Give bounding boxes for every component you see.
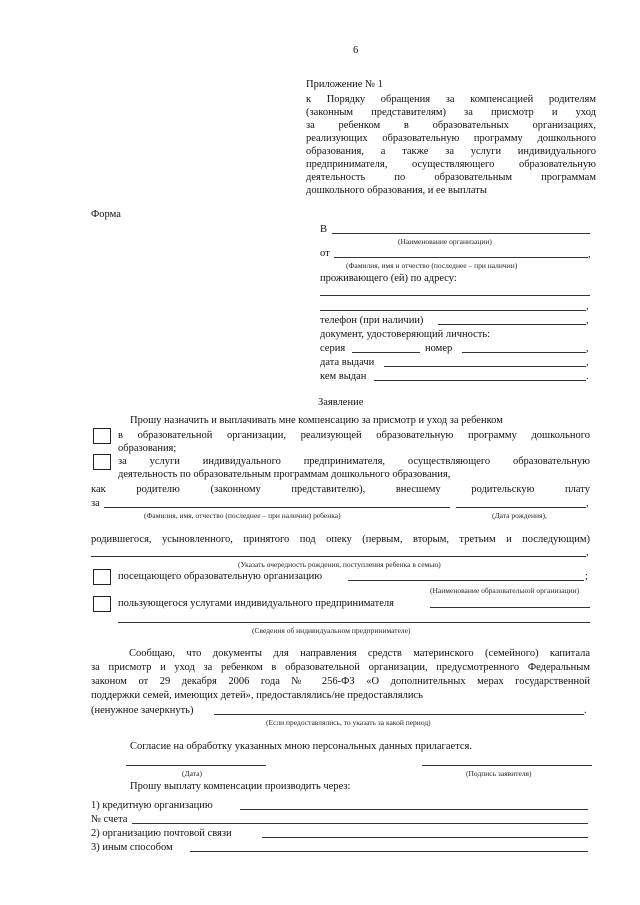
phone-field[interactable] bbox=[438, 324, 586, 325]
order-caption: (Указать очередность рождения, поступления ребенка в семью) bbox=[238, 560, 441, 569]
from-caption: (Фамилия, имя и отчество (последнее – при наличии) bbox=[346, 261, 518, 270]
signature-caption: (Подпись заявителя) bbox=[466, 769, 532, 778]
appendix-text bbox=[306, 93, 596, 197]
address-field-2[interactable] bbox=[320, 310, 586, 311]
series-field[interactable] bbox=[352, 352, 420, 353]
payment-option-account: № счета bbox=[91, 814, 128, 825]
attending-checkbox[interactable] bbox=[93, 569, 111, 585]
series-label: серия bbox=[320, 343, 346, 354]
parent-line bbox=[91, 483, 590, 496]
comma: , bbox=[586, 301, 589, 312]
for-prefix: за bbox=[91, 498, 100, 509]
appendix-line: реализующих образовательную программу дошкольного bbox=[306, 133, 596, 144]
to-caption: (Наименование организации) bbox=[398, 237, 492, 246]
option-ip-line: за услуги индивидуального предпринимателя, осуществляющего образовательную bbox=[118, 456, 590, 467]
option-ip-text bbox=[118, 455, 590, 468]
to-prefix: В bbox=[320, 224, 328, 235]
issued-by-field[interactable] bbox=[374, 380, 586, 381]
issue-date-field[interactable] bbox=[384, 366, 586, 367]
semicolon: ; bbox=[585, 571, 588, 582]
statement-title: Заявление bbox=[318, 397, 364, 408]
payment-option-credit: 1) кредитную организацию bbox=[91, 800, 213, 811]
option-ip-line: деятельность по образовательным программам дошкольного образования, bbox=[118, 469, 451, 480]
document-label: документ, удостоверяющий личность: bbox=[320, 329, 491, 340]
using-ip-field-2[interactable] bbox=[118, 622, 590, 623]
using-ip-checkbox[interactable] bbox=[93, 596, 111, 612]
number-field[interactable] bbox=[462, 352, 586, 353]
appendix-line: за ребенком в образовательных организациях, bbox=[306, 120, 596, 131]
payment-option-post: 2) организацию почтовой связи bbox=[91, 828, 232, 839]
appendix-line: к Порядку обращения за компенсацией родителям bbox=[306, 94, 596, 105]
maternal-line: поддержки семей, имеющих детей», предоставлялись/не предоставлялись bbox=[91, 690, 423, 701]
issued-by-label: кем выдан bbox=[320, 371, 367, 382]
period: . bbox=[584, 705, 587, 716]
appendix-line: предпринимателя, осуществляющего образовательную bbox=[306, 159, 596, 170]
using-ip-field-1[interactable] bbox=[430, 607, 590, 608]
maternal-line: законом от 29 декабря 2006 года № 256-ФЗ «О дополнительных мерах государственной bbox=[91, 676, 590, 687]
comma: , bbox=[586, 315, 589, 326]
using-ip-label: пользующегося услугами индивидуального предпринимателя bbox=[118, 598, 394, 609]
born-line-text: родившегося, усыновленного, принятого под опеку (первым, вторым, третьим и последующим) bbox=[91, 534, 590, 545]
credit-org-field[interactable] bbox=[240, 809, 588, 810]
payment-text: Прошу выплату компенсации производить через: bbox=[130, 781, 351, 792]
form-label: Форма bbox=[91, 209, 121, 220]
payment-option-other: 3) иным способом bbox=[91, 842, 173, 853]
from-prefix: от bbox=[320, 248, 330, 259]
born-line bbox=[91, 533, 590, 546]
option-ip-checkbox[interactable] bbox=[93, 454, 111, 470]
period: . bbox=[586, 371, 589, 382]
issue-date-label: дата выдачи bbox=[320, 357, 375, 368]
page-number: 6 bbox=[353, 45, 359, 56]
number-label: номер bbox=[425, 343, 453, 354]
attending-label: посещающего образовательную организацию bbox=[118, 571, 323, 582]
address-field-1[interactable] bbox=[320, 295, 590, 296]
phone-label: телефон (при наличии) bbox=[320, 315, 424, 326]
comma: , bbox=[586, 498, 589, 509]
appendix-line: деятельность по образовательным программам bbox=[306, 172, 596, 183]
option-org-text bbox=[118, 429, 590, 442]
child-caption: (Фамилия, имя, отчество (последнее – при наличии) ребенка) bbox=[144, 511, 341, 520]
period-field[interactable] bbox=[214, 714, 584, 715]
comma: , bbox=[586, 343, 589, 354]
maternal-line: за присмотр и уход за ребенком в образовательной организации, предусмотренного Федеральным bbox=[91, 662, 590, 673]
account-number-field[interactable] bbox=[132, 823, 588, 824]
appendix-line: (законным представителям) за присмотр и уход bbox=[306, 107, 596, 118]
option-org-line: в образовательной организации, реализующей образовательную программу дошкольного bbox=[118, 430, 590, 441]
date-field[interactable] bbox=[126, 765, 266, 766]
maternal-text bbox=[91, 647, 590, 703]
child-name-field[interactable] bbox=[104, 507, 450, 508]
strike-label: (ненужное зачеркнуть) bbox=[91, 705, 194, 716]
attending-org-field[interactable] bbox=[348, 580, 584, 581]
period-caption: (Если предоставлялись, то указать за какой период) bbox=[266, 718, 431, 727]
attending-caption: (Наименование образовательной организации) bbox=[430, 586, 580, 595]
option-org-line: образования; bbox=[118, 443, 177, 454]
appendix-title: Приложение № 1 bbox=[306, 79, 383, 90]
signature-field[interactable] bbox=[422, 765, 592, 766]
other-method-field[interactable] bbox=[190, 851, 588, 852]
option-org-checkbox[interactable] bbox=[93, 428, 111, 444]
birth-order-field[interactable] bbox=[91, 556, 586, 557]
comma: , bbox=[586, 547, 589, 558]
to-organization-field[interactable] bbox=[332, 233, 590, 234]
parent-line-text: как родителю (законному представителю), внесшему родительскую плату bbox=[91, 484, 590, 495]
request-text: Прошу назначить и выплачивать мне компенсацию за присмотр и уход за ребенком bbox=[130, 415, 503, 426]
date-caption: (Дата) bbox=[182, 769, 202, 778]
ip-caption: (Сведения об индивидуальном предпринимателе) bbox=[252, 626, 411, 635]
birth-date-caption: (Дата рождения), bbox=[492, 511, 547, 520]
birth-date-field[interactable] bbox=[456, 507, 586, 508]
consent-text: Согласие на обработку указанных мною персональных данных прилагается. bbox=[130, 741, 472, 752]
post-org-field[interactable] bbox=[262, 837, 588, 838]
appendix-line: дошкольного образования, и ее выплаты bbox=[306, 185, 487, 196]
maternal-line: Сообщаю, что документы для направления средств материнского (семейного) капитала bbox=[129, 648, 590, 659]
comma: , bbox=[588, 249, 591, 260]
from-name-field[interactable] bbox=[334, 257, 588, 258]
address-label: проживающего (ей) по адресу: bbox=[320, 273, 457, 284]
comma: , bbox=[586, 357, 589, 368]
appendix-line: образования, а также за услуги индивидуального bbox=[306, 146, 596, 157]
